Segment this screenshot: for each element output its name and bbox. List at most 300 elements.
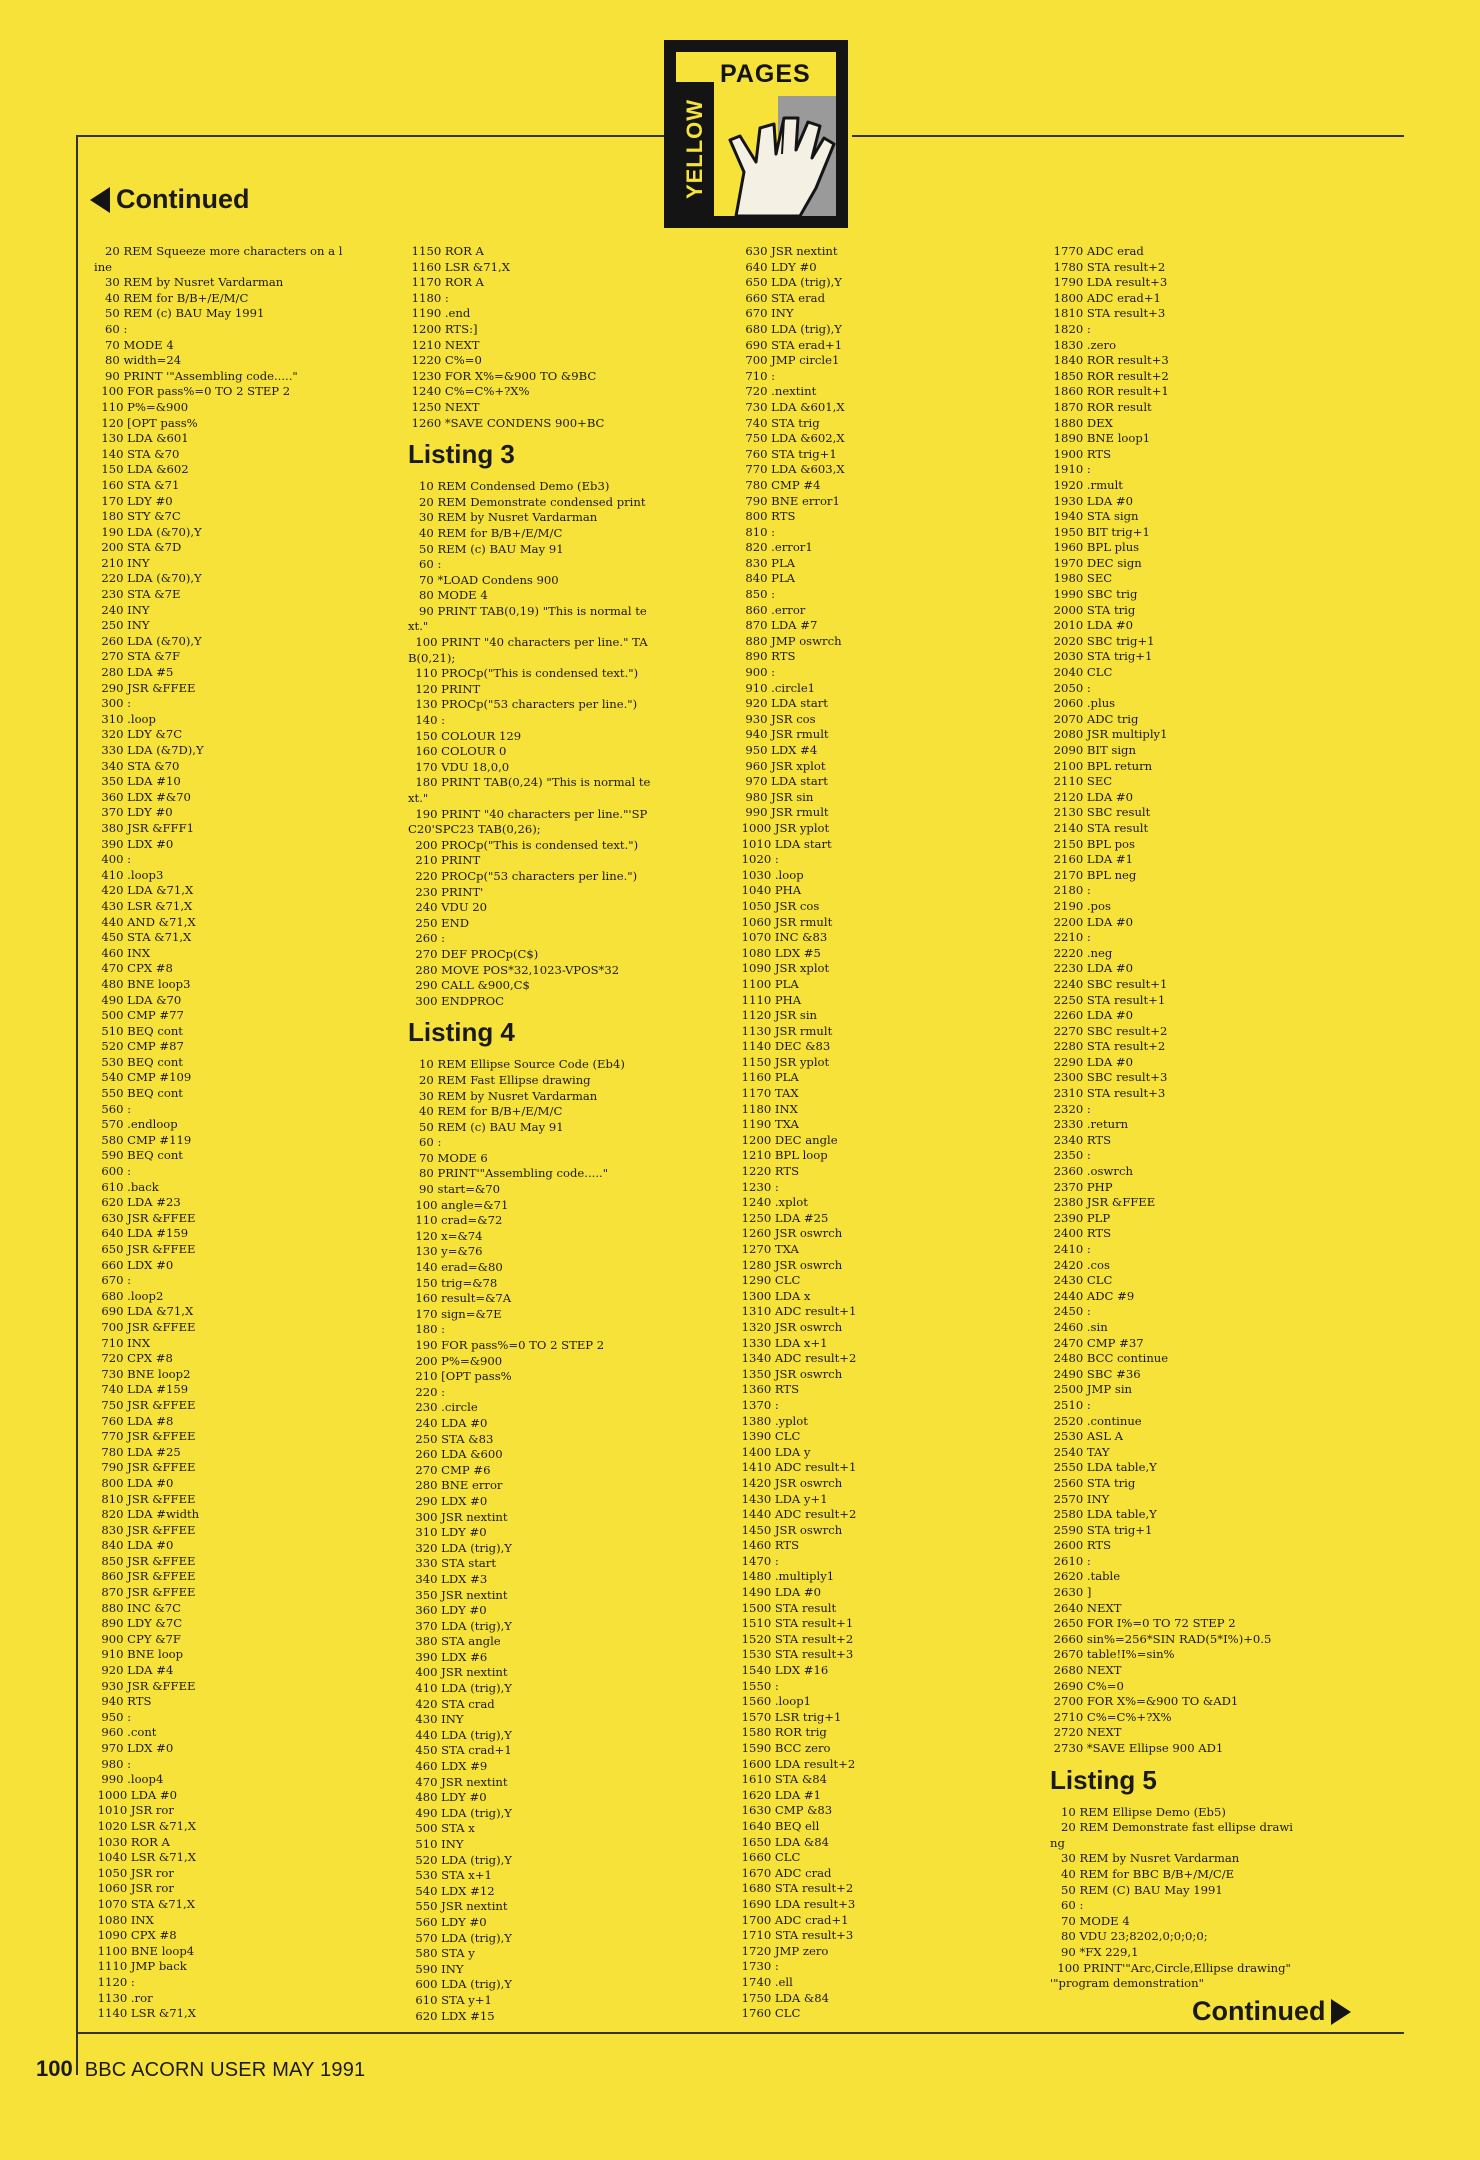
code-line: 1390 CLC <box>738 1429 801 1444</box>
code-line: 770 JSR &FFEE <box>94 1429 196 1444</box>
code-line: 240 LDA #0 <box>408 1415 488 1430</box>
code-line: '"program demonstration" <box>1050 1976 1204 1991</box>
code-line: 910 .circle1 <box>738 680 816 695</box>
code-line: 40 REM for B/B+/E/M/C <box>94 290 249 305</box>
continued-bottom-label: Continued <box>1192 1996 1326 2026</box>
code-line: 1130 JSR rmult <box>738 1023 833 1038</box>
code-line: 100 PRINT'"Arc,Circle,Ellipse drawing" <box>1050 1960 1291 1975</box>
code-line: 700 JMP circle1 <box>738 353 840 368</box>
code-line: 570 .endloop <box>94 1117 178 1132</box>
code-line: 1000 LDA #0 <box>94 1787 178 1802</box>
code-line: 140 STA &70 <box>94 446 180 461</box>
code-line: 1180 : <box>408 290 449 305</box>
code-line: 1750 LDA &84 <box>738 1990 830 2005</box>
code-line: 1330 LDA x+1 <box>738 1335 828 1350</box>
code-line: 600 LDA (trig),Y <box>408 1977 512 1992</box>
code-line: 50 REM (C) BAU May 1991 <box>1050 1882 1223 1897</box>
code-line: 1530 STA result+3 <box>738 1647 854 1662</box>
page-number: 100 <box>36 2056 73 2081</box>
code-line: 910 BNE loop <box>94 1647 184 1662</box>
code-line: 2690 C%=0 <box>1050 1678 1124 1693</box>
listing-column-2 <box>408 244 650 2024</box>
code-line: 950 : <box>94 1709 132 1724</box>
listing-column-1 <box>94 244 342 2022</box>
code-line: 1630 CMP &83 <box>738 1803 833 1818</box>
code-line: 400 : <box>94 852 132 867</box>
code-line: 100 angle=&71 <box>408 1197 509 1212</box>
code-line: 50 REM (c) BAU May 1991 <box>94 306 265 321</box>
code-line: 290 CALL &900,C$ <box>408 978 530 993</box>
code-line: 230 STA &7E <box>94 587 181 602</box>
code-line: 320 LDY &7C <box>94 727 183 742</box>
code-line: 810 : <box>738 524 776 539</box>
code-line: 1340 ADC result+2 <box>738 1351 857 1366</box>
code-line: 510 INY <box>408 1837 464 1851</box>
code-line: 60 : <box>408 1135 442 1150</box>
code-line: 940 RTS <box>94 1694 152 1709</box>
code-line: 80 VDU 23;8202,0;0;0;0; <box>1050 1929 1208 1944</box>
code-line: 2280 STA result+2 <box>1050 1039 1166 1054</box>
code-line: 540 CMP #109 <box>94 1070 192 1085</box>
code-line: 1730 : <box>738 1959 779 1974</box>
code-line: 100 FOR pass%=0 TO 2 STEP 2 <box>94 384 291 399</box>
code-line: 1300 LDA x <box>738 1288 811 1303</box>
code-line: 1060 JSR ror <box>94 1881 174 1896</box>
code-line: 2730 *SAVE Ellipse 900 AD1 <box>1050 1741 1224 1755</box>
code-line: 1080 LDX #5 <box>738 945 821 960</box>
code-line: 460 LDX #9 <box>408 1759 488 1774</box>
code-line: 2710 C%=C%+?X% <box>1050 1709 1172 1724</box>
code-line: 1790 LDA result+3 <box>1050 275 1168 290</box>
code-line: 1160 PLA <box>738 1070 799 1085</box>
code-line: 1690 LDA result+3 <box>738 1896 856 1911</box>
code-line: 1100 BNE loop4 <box>94 1943 195 1958</box>
code-line: 800 RTS <box>738 509 796 524</box>
code-line: 1140 LSR &71,X <box>94 2006 196 2021</box>
code-line: 1410 ADC result+1 <box>738 1460 857 1475</box>
code-line: 1070 STA &71,X <box>94 1896 195 1911</box>
code-line: 270 CMP #6 <box>408 1462 491 1477</box>
code-line: 290 LDX #0 <box>408 1493 488 1508</box>
code-line: 1440 ADC result+2 <box>738 1507 857 1522</box>
code-line: 1990 SBC trig <box>1050 587 1138 602</box>
code-line: 1290 CLC <box>738 1273 801 1288</box>
code-line: 600 : <box>94 1164 132 1179</box>
code-line: 240 VDU 20 <box>408 900 488 915</box>
code-line: 40 REM for B/B+/E/M/C <box>408 1104 563 1119</box>
code-line: 150 COLOUR 129 <box>408 728 522 743</box>
code-line: 760 STA trig+1 <box>738 446 837 461</box>
code-line: 230 .circle <box>408 1400 478 1415</box>
code-line: 1680 STA result+2 <box>738 1881 854 1896</box>
code-line: 2230 LDA #0 <box>1050 961 1134 976</box>
code-line: 1230 FOR X%=&900 TO &9BC <box>408 368 597 383</box>
code-line: 800 LDA #0 <box>94 1475 174 1490</box>
code-line: 1980 SEC <box>1050 571 1113 586</box>
code-line: 2020 SBC trig+1 <box>1050 633 1155 648</box>
code-line: 1470 : <box>738 1553 779 1568</box>
code-line: 390 LDX #0 <box>94 836 174 851</box>
code-line: 1110 JMP back <box>94 1959 187 1974</box>
code-line: 2380 JSR &FFEE <box>1050 1195 1156 1210</box>
code-line: 50 REM (c) BAU May 91 <box>408 1119 564 1134</box>
code-line: 120 PRINT <box>408 681 481 696</box>
code-line: 670 : <box>94 1273 132 1288</box>
code-line: 740 LDA #159 <box>94 1382 189 1397</box>
code-line: 1040 PHA <box>738 883 802 898</box>
code-line: 920 LDA #4 <box>94 1663 174 1678</box>
code-line: 1140 DEC &83 <box>738 1039 831 1054</box>
code-line: 2670 table!I%=sin% <box>1050 1647 1175 1662</box>
code-line: 830 JSR &FFEE <box>94 1522 196 1537</box>
code-line: 1090 JSR xplot <box>738 961 830 976</box>
code-line: 2260 LDA #0 <box>1050 1008 1134 1023</box>
code-line: 90 PRINT TAB(0,19) "This is normal te <box>408 603 647 618</box>
code-line: 2390 PLP <box>1050 1210 1111 1225</box>
code-line: 1640 BEQ ell <box>738 1818 820 1833</box>
code-line: 540 LDX #12 <box>408 1883 495 1898</box>
code-line: 60 : <box>408 557 442 572</box>
continued-from-previous <box>90 184 249 215</box>
code-line: 2200 LDA #0 <box>1050 914 1134 929</box>
code-line: 1670 ADC crad <box>738 1865 832 1880</box>
code-line: 1260 *SAVE CONDENS 900+BC <box>408 415 605 430</box>
code-line: 520 CMP #87 <box>94 1039 184 1054</box>
code-line: 1540 LDX #16 <box>738 1663 829 1678</box>
code-line: 60 : <box>94 321 128 336</box>
code-line: 1480 .multiply1 <box>738 1569 835 1584</box>
code-line: 1400 LDA y <box>738 1444 811 1459</box>
code-line: 260 : <box>408 931 446 946</box>
code-line: 680 .loop2 <box>94 1288 164 1303</box>
code-line: 2270 SBC result+2 <box>1050 1023 1168 1038</box>
code-line: 360 LDY #0 <box>408 1603 487 1618</box>
code-line: 280 LDA #5 <box>94 665 174 680</box>
code-line: 1210 BPL loop <box>738 1148 828 1163</box>
code-line: 370 LDA (trig),Y <box>408 1618 512 1633</box>
code-line: 1200 DEC angle <box>738 1132 838 1147</box>
code-line: 950 LDX #4 <box>738 743 818 757</box>
code-line: 290 JSR &FFEE <box>94 680 196 695</box>
code-line: 90 start=&70 <box>408 1182 501 1197</box>
code-line: 380 JSR &FFF1 <box>94 820 195 835</box>
code-line: 90 PRINT '"Assembling code....." <box>94 368 298 383</box>
code-line: 900 : <box>738 665 776 680</box>
code-line: 530 STA x+1 <box>408 1868 492 1883</box>
code-line: 1660 CLC <box>738 1850 801 1865</box>
code-line: 930 JSR cos <box>738 711 816 726</box>
code-line: 560 LDY #0 <box>408 1914 487 1929</box>
code-line: 420 LDA &71,X <box>94 883 194 898</box>
code-line: 1030 .loop <box>738 867 804 882</box>
code-line: 610 STA y+1 <box>408 1992 492 2007</box>
listing-heading: Listing 5 <box>1050 1764 1157 1795</box>
arrow-right-icon <box>1331 1999 1351 2025</box>
code-line: 870 JSR &FFEE <box>94 1585 196 1600</box>
code-line: 2420 .cos <box>1050 1257 1110 1272</box>
code-line: 210 PRINT <box>408 853 481 868</box>
code-line: 1710 STA result+3 <box>738 1928 854 1943</box>
code-line: 2560 STA trig <box>1050 1475 1136 1490</box>
code-line: 190 FOR pass%=0 TO 2 STEP 2 <box>408 1338 605 1352</box>
code-line: 430 LSR &71,X <box>94 898 193 913</box>
publication-line: BBC ACORN USER MAY 1991 <box>84 2059 366 2081</box>
code-line: 630 JSR &FFEE <box>94 1210 196 1225</box>
code-line: 2490 SBC #36 <box>1050 1366 1141 1381</box>
logo-yellow-strip <box>676 82 714 216</box>
logo-yellow-word: YELLOW <box>682 98 707 200</box>
code-line: 760 LDA #8 <box>94 1413 174 1428</box>
code-line: 670 INY <box>738 306 794 321</box>
code-line: 510 BEQ cont <box>94 1023 183 1038</box>
code-line: xt." <box>408 791 429 805</box>
code-line: 500 STA x <box>408 1821 475 1836</box>
code-line: 2440 ADC #9 <box>1050 1288 1135 1303</box>
continued-next-page <box>1192 1996 1351 2027</box>
code-line: 480 BNE loop3 <box>94 976 191 991</box>
code-line: 2070 ADC trig <box>1050 711 1139 726</box>
code-line: 250 END <box>408 915 470 930</box>
code-line: 230 PRINT' <box>408 884 484 899</box>
code-line: 160 STA &71 <box>94 477 180 492</box>
listing-column-3 <box>738 244 856 2022</box>
code-line: 470 JSR nextint <box>408 1774 508 1789</box>
code-line: 2210 : <box>1050 930 1091 945</box>
code-line: 240 INY <box>94 602 150 617</box>
code-line: 170 LDY #0 <box>94 493 173 508</box>
code-line: 1210 NEXT <box>408 337 480 352</box>
code-line: 1230 : <box>738 1179 779 1194</box>
code-line: 20 REM Demonstrate fast ellipse drawi <box>1050 1820 1294 1835</box>
code-line: 1250 NEXT <box>408 399 480 414</box>
code-line: 1760 CLC <box>738 2006 801 2021</box>
code-line: 2700 FOR X%=&900 TO &AD1 <box>1050 1694 1239 1709</box>
code-line: 2170 BPL neg <box>1050 867 1137 882</box>
code-line: 2030 STA trig+1 <box>1050 649 1153 664</box>
code-line: 730 BNE loop2 <box>94 1366 191 1381</box>
code-line: 880 JMP oswrch <box>738 633 842 648</box>
code-line: 2410 : <box>1050 1242 1091 1256</box>
code-line: 410 LDA (trig),Y <box>408 1681 512 1696</box>
code-line: 650 LDA (trig),Y <box>738 275 842 290</box>
code-line: ine <box>94 259 113 274</box>
code-line: 180 PRINT TAB(0,24) "This is normal te <box>408 775 651 790</box>
code-line: 220 : <box>408 1384 446 1399</box>
code-line: B(0,21); <box>408 650 456 665</box>
code-line: 80 width=24 <box>94 353 182 368</box>
code-line: 1900 RTS <box>1050 446 1112 461</box>
code-line: 1490 LDA #0 <box>738 1585 822 1600</box>
code-line: 920 LDA start <box>738 696 828 711</box>
code-line: 980 JSR sin <box>738 789 814 804</box>
code-line: 2350 : <box>1050 1148 1091 1163</box>
code-line: 450 STA crad+1 <box>408 1743 512 1758</box>
code-line: 1020 : <box>738 852 779 867</box>
code-line: 2130 SBC result <box>1050 805 1151 820</box>
code-line: 2550 LDA table,Y <box>1050 1460 1157 1475</box>
code-line: 840 LDA #0 <box>94 1538 174 1553</box>
code-line: 200 PROCp("This is condensed text.") <box>408 837 639 852</box>
code-line: 710 INX <box>94 1335 151 1350</box>
code-line: 490 LDA (trig),Y <box>408 1805 512 1820</box>
code-line: 1620 LDA #1 <box>738 1787 822 1802</box>
code-line: 120 [OPT pass% <box>94 415 198 430</box>
code-line: xt." <box>408 619 429 634</box>
code-line: 2300 SBC result+3 <box>1050 1070 1168 1085</box>
pointing-hand-icon <box>716 88 838 218</box>
code-line: 1870 ROR result <box>1050 399 1152 414</box>
code-line: 40 REM for BBC B/B+/M/C/E <box>1050 1866 1235 1881</box>
code-line: 1830 .zero <box>1050 337 1117 352</box>
code-line: 1010 JSR ror <box>94 1803 174 1818</box>
code-line: 220 LDA (&70),Y <box>94 571 202 586</box>
code-line: 310 .loop <box>94 711 156 726</box>
code-line: 1310 ADC result+1 <box>738 1304 857 1319</box>
code-line: 180 : <box>408 1322 446 1337</box>
code-line: 70 MODE 4 <box>1050 1913 1130 1928</box>
code-line: 160 result=&7A <box>408 1291 512 1306</box>
code-line: 2570 INY <box>1050 1491 1110 1506</box>
code-line: 2010 LDA #0 <box>1050 618 1134 633</box>
code-line: 970 LDA start <box>738 774 828 789</box>
frame-top-rule-left <box>76 135 664 137</box>
code-line: 2290 LDA #0 <box>1050 1054 1134 1069</box>
code-line: 300 JSR nextint <box>408 1509 508 1524</box>
code-line: 720 CPX #8 <box>94 1351 173 1366</box>
code-line: 620 LDA #23 <box>94 1195 181 1210</box>
code-line: 2620 .table <box>1050 1569 1121 1584</box>
code-line: 830 PLA <box>738 555 796 570</box>
code-line: 620 LDX #15 <box>408 2008 495 2023</box>
code-line: 70 MODE 6 <box>408 1150 488 1165</box>
code-line: 590 INY <box>408 1961 464 1976</box>
code-line: 930 JSR &FFEE <box>94 1678 196 1693</box>
code-line: 50 REM (c) BAU May 91 <box>408 541 564 556</box>
frame-top-rule-right <box>852 135 1404 137</box>
code-line: 560 : <box>94 1101 132 1116</box>
code-line: 580 CMP #119 <box>94 1132 192 1147</box>
code-line: 1380 .yplot <box>738 1413 808 1428</box>
code-line: 860 JSR &FFEE <box>94 1569 196 1584</box>
code-line: 1820 : <box>1050 321 1091 336</box>
code-line: 750 LDA &602,X <box>738 431 845 446</box>
code-line: 1700 ADC crad+1 <box>738 1912 849 1927</box>
code-line: 720 .nextint <box>738 384 817 399</box>
code-line: 1550 : <box>738 1678 779 1693</box>
code-line: 570 LDA (trig),Y <box>408 1930 512 1945</box>
code-line: 440 AND &71,X <box>94 914 196 929</box>
code-line: 1570 LSR trig+1 <box>738 1709 842 1724</box>
logo-panel <box>674 50 838 218</box>
code-line: 970 LDX #0 <box>94 1741 174 1755</box>
code-line: 640 LDY #0 <box>738 259 817 274</box>
code-line: 660 LDX #0 <box>94 1257 174 1272</box>
code-line: 1130 .ror <box>94 1990 153 2005</box>
code-line: 380 STA angle <box>408 1634 501 1649</box>
code-line: 1960 BPL plus <box>1050 540 1140 555</box>
code-line: 1150 ROR A <box>408 244 484 258</box>
code-line: 1220 RTS <box>738 1164 800 1179</box>
code-line: 1720 JMP zero <box>738 1943 829 1958</box>
page-footer <box>36 2056 365 2082</box>
code-line: 330 STA start <box>408 1556 497 1571</box>
code-line: 1030 ROR A <box>94 1834 170 1849</box>
code-line: 690 LDA &71,X <box>94 1304 194 1319</box>
code-line: 2510 : <box>1050 1397 1091 1412</box>
code-line: 870 LDA #7 <box>738 618 818 633</box>
code-line: 2320 : <box>1050 1101 1091 1116</box>
code-line: 1910 : <box>1050 462 1091 477</box>
code-line: 1060 JSR rmult <box>738 914 833 929</box>
code-line: 10 REM Ellipse Demo (Eb5) <box>1050 1804 1226 1819</box>
code-line: 2600 RTS <box>1050 1538 1112 1553</box>
code-line: 2460 .sin <box>1050 1319 1108 1334</box>
code-line: ng <box>1050 1835 1065 1850</box>
code-line: 440 LDA (trig),Y <box>408 1727 512 1742</box>
code-line: 1560 .loop1 <box>738 1694 812 1709</box>
code-line: 890 LDY &7C <box>94 1616 183 1631</box>
code-line: 860 .error <box>738 602 806 617</box>
continued-top-label: Continued <box>116 184 250 214</box>
code-line: 20 REM Fast Ellipse drawing <box>408 1072 591 1087</box>
code-line: 1510 STA result+1 <box>738 1616 854 1631</box>
code-line: 1360 RTS <box>738 1382 800 1397</box>
code-line: 1350 JSR oswrch <box>738 1366 843 1381</box>
code-line: 1170 TAX <box>738 1086 799 1101</box>
code-line: 460 INX <box>94 945 151 960</box>
code-line: 340 LDX #3 <box>408 1571 488 1586</box>
code-line: 2110 SEC <box>1050 774 1113 789</box>
code-line: 250 STA &83 <box>408 1431 494 1446</box>
code-line: 110 crad=&72 <box>408 1213 503 1228</box>
code-line: 1950 BIT trig+1 <box>1050 524 1150 539</box>
code-line: 790 JSR &FFEE <box>94 1460 196 1475</box>
code-line: 2470 CMP #37 <box>1050 1335 1144 1350</box>
code-line: 1600 LDA result+2 <box>738 1756 856 1771</box>
code-line: 120 x=&74 <box>408 1228 483 1243</box>
code-line: 1000 JSR yplot <box>738 820 830 835</box>
code-line: 770 LDA &603,X <box>738 462 845 477</box>
code-line: 810 JSR &FFEE <box>94 1491 196 1506</box>
code-line: 30 REM by Nusret Vardarman <box>408 510 598 525</box>
code-line: 70 *LOAD Condens 900 <box>408 572 559 587</box>
code-line: 1740 .ell <box>738 1974 793 1989</box>
code-line: 550 JSR nextint <box>408 1899 508 1914</box>
code-line: 390 LDX #6 <box>408 1649 488 1664</box>
code-line: 1150 JSR yplot <box>738 1054 830 1069</box>
code-line: 2480 BCC continue <box>1050 1351 1169 1366</box>
code-line: 190 LDA (&70),Y <box>94 524 202 539</box>
code-line: 20 REM Demonstrate condensed print <box>408 494 646 509</box>
code-line: 2100 BPL return <box>1050 758 1153 773</box>
code-line: 180 STY &7C <box>94 509 181 524</box>
code-line: 480 LDY #0 <box>408 1790 487 1805</box>
code-line: 1460 RTS <box>738 1538 800 1553</box>
code-line: 2180 : <box>1050 883 1091 898</box>
code-line: 170 VDU 18,0,0 <box>408 759 510 774</box>
code-line: 130 PROCp("53 characters per line.") <box>408 697 638 712</box>
code-line: 110 P%=&900 <box>94 399 189 414</box>
code-line: 2630 ] <box>1050 1585 1092 1600</box>
code-line: 660 STA erad <box>738 290 826 305</box>
code-line: 2000 STA trig <box>1050 602 1136 617</box>
code-line: 840 PLA <box>738 571 796 586</box>
code-line: 2430 CLC <box>1050 1273 1113 1288</box>
code-line: 1240 .xplot <box>738 1195 808 1210</box>
code-line: 300 ENDPROC <box>408 993 504 1008</box>
code-line: 680 LDA (trig),Y <box>738 321 842 336</box>
code-line: 450 STA &71,X <box>94 930 192 945</box>
